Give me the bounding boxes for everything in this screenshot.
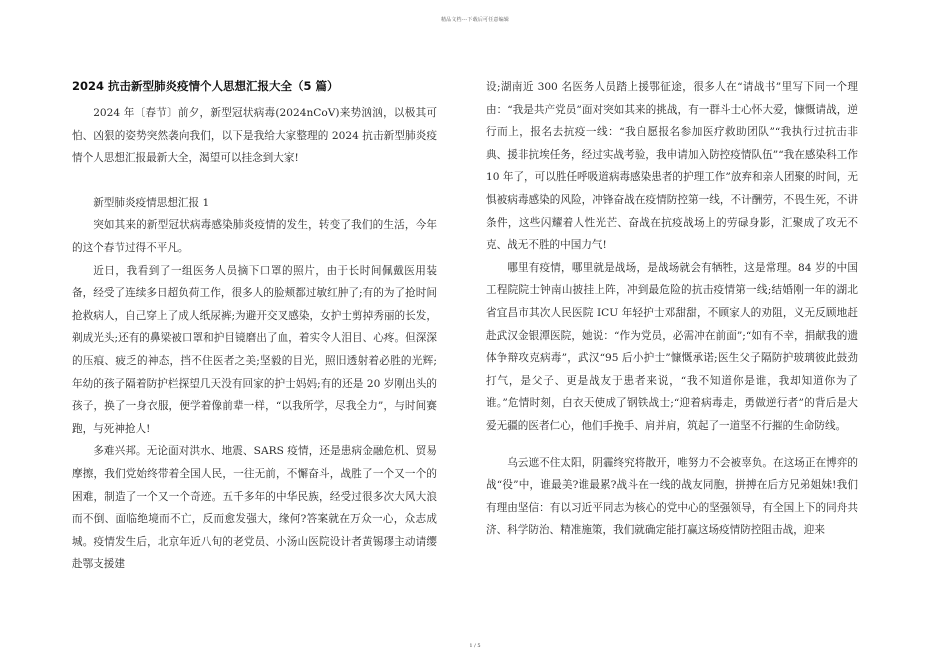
spacer: [72, 170, 437, 192]
left-column: [72, 76, 437, 576]
body-paragraph: 近日，我看到了一组医务人员摘下口罩的照片，由于长时间佩戴医用装备，经受了连续多日超负荷工作，很多人的脸颊都过敏红肿了;有的为了抢时间抢救病人，自己穿上了成人纸尿裤;为避开交叉感染，女护士剪掉秀丽的长发，剃成光头;还有的鼻梁被口罩和护目镜磨出了血，着实令人泪目、心疼。但深深的压痕、疲乏的神态，挡不住医者之美;坚毅的目光，照旧透射着必胜的光辉;年幼的孩子隔着防护栏探望几天没有回家的护士妈妈;有的还是 20 岁刚出头的孩子，换了一身衣服，便学着像前辈一样，“以我所学，尽我全力”，与时间赛跑，与死神抢人!: [72, 264, 437, 435]
body-paragraph: 哪里有疫情，哪里就是战场，是战场就会有牺牲，这是常理。84 岁的中国工程院院士钟南山披挂上阵，冲到最危险的抗击疫情第一线;结婚刚一年的湖北省宜昌市其次人民医院 ICU 年轻护士邓甜甜，不顾家人的劝阻，义无反顾地赶赴武汉金银潭医院，她说：“作为党员，必需冲在前面”;“如有不幸，捐献我的遗体争辩攻克病毒”，武汉“95 后小护士”慷慨承诺;医生父子隔防护玻璃彼此鼓劲打气，是父子、更是战友于患者来说，“我不知道你是谁，我却知道你为了谁。”危情时刻，白衣天使成了钢铁战士;“迎着病毒走，勇做逆行者”的背后是大爱无疆的医者仁心，他们手挽手、肩并肩，筑起了一道坚不行摧的生命防线。: [486, 261, 858, 432]
body-paragraph: 突如其来的新型冠状病毒感染肺炎疫情的发生，转变了我们的生活，今年的这个春节过得不平凡。: [72, 219, 437, 254]
page-number: 1 / 5: [469, 643, 481, 649]
body-paragraph: 设;湖南近 300 名医务人员踏上援鄂征途，很多人在“请战书”里写下同一个理由：“我是共产党员”面对突如其来的挑战，有一群斗士心怀大爱，慷慨请战，逆行而上，报名去抗疫一线：“我自愿报名参加医疗救助团队”“我执行过抗击非典、援非抗埃任务，经过实战考验，我申请加入防控疫情队伍”“我在感染科工作 10 年了，可以胜任呼吸道病毒感染患者的护理工作”放弃和亲人团聚的时间，无惧被病毒感染的风险，冲锋奋战在疫情防控第一线，不计酬劳，不畏生死，不讲条件，这些闪耀着人性光芒、奋战在抗疫战场上的劳碌身影，汇聚成了攻无不克、战无不胜的中国力气!: [486, 81, 858, 252]
body-paragraph: 乌云遮不住太阳，阴霾终究将散开，唯努力不会被辜负。在这场正在博弈的战“役”中，谁最美?谁最累?战斗在一线的战友同胞，拼搏在后方兄弟姐妹!我们有理由坚信：有以习近平同志为核心的党中心的坚强领导，有全国上下的同舟共济、科学防治、精准施策，我们就确定能打赢这场疫情防控阻击战，迎来: [486, 456, 858, 537]
section-heading: 新型肺炎疫情思想汇报 1: [93, 196, 210, 209]
right-column: [486, 76, 858, 542]
spacer: [486, 438, 858, 452]
body-paragraph: 多难兴邦。无论面对洪水、地震、SARS 疫情，还是患病金融危机、贸易摩擦，我们党始终带着全国人民，一往无前，不懈奋斗，战胜了一个又一个的困难，制造了一个又一个奇迹。五千多年的中华民族，经受过很多次大风大浪而不倒、面临绝境而不亡，反而愈发强大，缘何?答案就在万众一心，众志成城。疫情发生后，北京年近八旬的老党员、小汤山医院设计者黄锡璆主动请缨赴鄂支援建: [72, 445, 437, 571]
intro-paragraph: 2024 年〔春节〕前夕，新型冠状病毒(2024nCoV)来势汹汹，以极其可怕、凶狠的姿势突然袭向我们，以下是我给大家整理的 2024 抗击新型肺炎疫情个人思想汇报最新大全，渴望可以挂念到大家!: [72, 107, 437, 165]
document-header: 精品文档---下载后可任意编辑: [440, 17, 510, 23]
document-title: 2024 抗击新型肺炎疫情个人思想汇报大全（5 篇）: [72, 79, 339, 93]
